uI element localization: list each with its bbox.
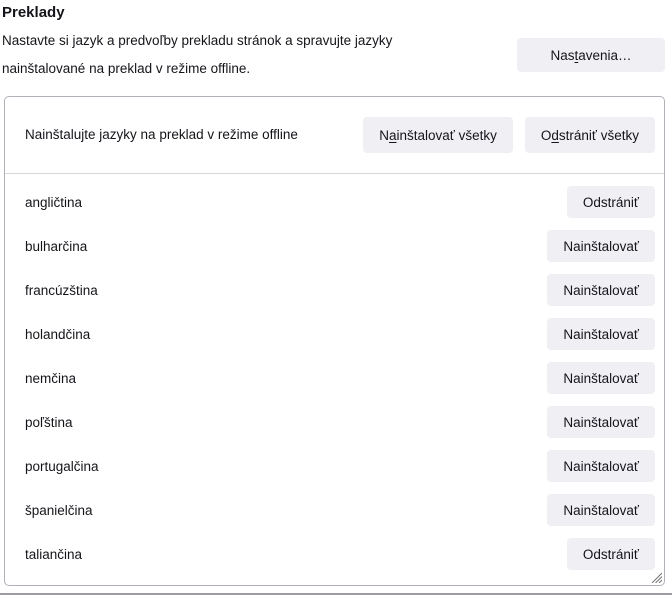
language-name: bulharčina bbox=[25, 238, 88, 254]
language-action-button[interactable]: Odstrániť bbox=[567, 186, 655, 218]
language-name: francúzština bbox=[25, 282, 98, 298]
language-action-button[interactable]: Nainštalovať bbox=[547, 318, 655, 350]
language-row bbox=[5, 224, 664, 268]
language-name: nemčina bbox=[25, 370, 77, 386]
language-name: portugalčina bbox=[25, 458, 99, 474]
language-list bbox=[5, 174, 664, 576]
language-action-button[interactable]: Nainštalovať bbox=[547, 406, 655, 438]
language-row bbox=[5, 180, 664, 224]
section-divider bbox=[0, 593, 672, 595]
language-action-button[interactable]: Nainštalovať bbox=[547, 230, 655, 262]
panel-header-buttons bbox=[363, 117, 655, 153]
language-row bbox=[5, 488, 664, 532]
language-row bbox=[5, 444, 664, 488]
language-name: holandčina bbox=[25, 326, 91, 342]
panel-header-label: Nainštalujte jazyky na preklad v režime offline bbox=[25, 127, 298, 142]
translations-download-panel bbox=[4, 96, 665, 586]
language-action-button[interactable]: Nainštalovať bbox=[547, 362, 655, 394]
language-action-button[interactable]: Nainštalovať bbox=[547, 450, 655, 482]
resize-grip-icon[interactable] bbox=[649, 570, 662, 583]
language-row bbox=[5, 268, 664, 312]
language-row bbox=[5, 312, 664, 356]
install-all-button[interactable]: Nainštalovať všetky bbox=[363, 117, 513, 153]
language-name: španielčina bbox=[25, 502, 93, 518]
language-row bbox=[5, 532, 664, 576]
language-action-button[interactable]: Nainštalovať bbox=[547, 494, 655, 526]
panel-header bbox=[5, 97, 664, 174]
language-name: taliančina bbox=[25, 546, 83, 562]
language-row bbox=[5, 356, 664, 400]
section-intro bbox=[2, 27, 665, 83]
language-name: poľština bbox=[25, 414, 73, 430]
description-line-2: nainštalované na preklad v režime offline. bbox=[2, 61, 251, 76]
section-description bbox=[2, 27, 392, 83]
language-action-button[interactable]: Nainštalovať bbox=[547, 274, 655, 306]
page-title: Preklady bbox=[2, 4, 65, 21]
translation-settings-button[interactable]: Nastavenia… bbox=[517, 38, 665, 72]
description-line-1: Nastavte si jazyk a predvoľby prekladu stránok a spravujte jazyky bbox=[2, 33, 393, 48]
language-action-button[interactable]: Odstrániť bbox=[567, 538, 655, 570]
language-name: angličtina bbox=[25, 194, 83, 210]
language-row bbox=[5, 400, 664, 444]
remove-all-button[interactable]: Odstrániť všetky bbox=[525, 117, 655, 153]
